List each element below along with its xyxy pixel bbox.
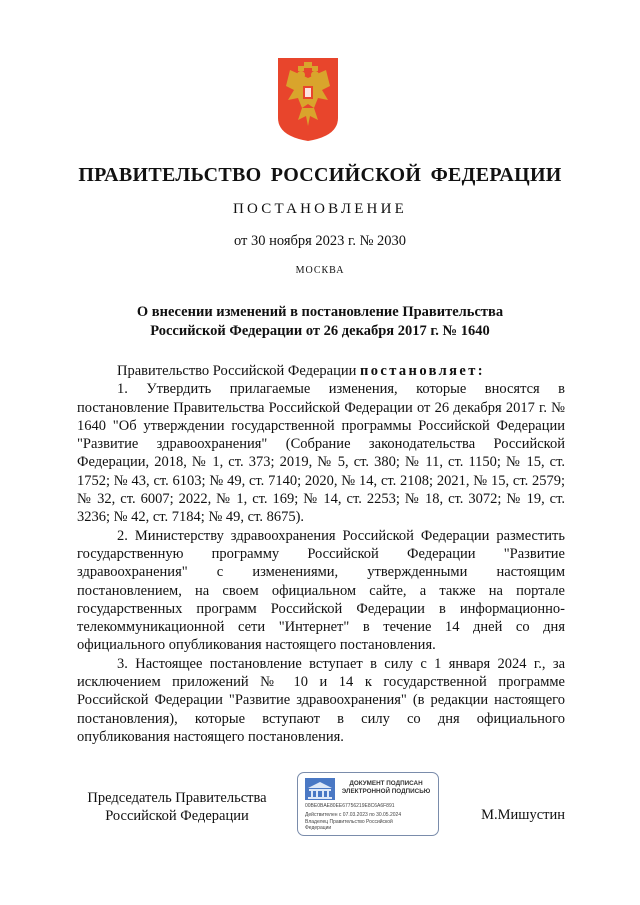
subject-line-1: О внесении изменений в постановление Правительства — [136, 304, 504, 320]
signatory-title-line-2: Российской Федерации — [105, 808, 249, 825]
intro-paragraph — [77, 362, 565, 380]
document-body — [77, 362, 565, 746]
signatory-title — [77, 789, 277, 826]
stamp-owner-2: Федерации — [305, 825, 332, 831]
stamp-validity: Действителен с 07.03.2023 по 30.05.2024 — [305, 812, 402, 818]
document-date-number: от 30 ноября 2023 г. № 2030 — [233, 233, 407, 249]
document-type: ПОСТАНОВЛЕНИЕ — [233, 201, 407, 217]
government-building-icon — [305, 778, 335, 800]
electronic-signature-stamp — [297, 772, 439, 836]
subject-line-2: Российской Федерации от 26 декабря 2017 г. № 1640 — [150, 323, 490, 339]
organization-title: ПРАВИТЕЛЬСТВО РОССИЙСКОЙ ФЕДЕРАЦИИ — [78, 164, 562, 186]
item-1: 1. Утвердить прилагаемые изменения, которые вносятся в постановление Правительства Российской Федерации от 26 декабря 2017 г. № 1640 "Об утверждении государственной программы Российской Федерации "Развитие здравоохранения" (Собрание законодательства Российской Федерации, 2018, № 1, ст. 373; 2019, № 5, ст. 380; № 11, ст. 1150; № 15, ст. 1752; № 43, ст. 6103; № 49, ст. 7140; 2020, № 14, ст. 2108; 2021, № 15, ст. 2579; № 32, ст. 6007; 2022, № 1, ст. 169; № 14, ст. 2253; № 18, ст. 3072; № 19, ст. 3236; № 42, ст. 7184; № 49, ст. 8675). — [77, 381, 565, 526]
stamp-owner: Владелец Правительство Российской — [305, 819, 393, 825]
stamp-heading-line-2: ЭЛЕКТРОННОЙ ПОДПИСЬЮ — [341, 788, 431, 795]
intro-text: Правительство Российской Федерации — [117, 363, 357, 379]
intro-verb: постановляет: — [359, 363, 486, 379]
document-subject — [60, 303, 580, 341]
document-city: МОСКВА — [295, 265, 345, 276]
coat-of-arms-emblem — [276, 56, 340, 142]
signatory-name: М.Мишустин — [481, 807, 565, 823]
stamp-heading-line-1: ДОКУМЕНТ ПОДПИСАН — [349, 780, 423, 787]
stamp-heading — [338, 780, 434, 796]
item-2: 2. Министерству здравоохранения Российской Федерации разместить государственную программу Российской Федерации "Развитие здравоохранения" с изменениями, утвержденными настоящим постановлением, на своем официальном сайте, а также на портале государственных программ Российской Федерации в информационно-телекоммуникационной сети "Интернет" в течение 14 дней со дня официального опубликования настоящего постановления. — [77, 527, 565, 654]
stamp-certificate: 00BE0BAE80EE67756219E8C6A6F891 — [305, 803, 395, 809]
item-3: 3. Настоящее постановление вступает в силу с 1 января 2024 г., за исключением приложений № 10 и 14 к государственной программе Российской Федерации "Развитие здравоохранения" (в редакции настоящего постановления), которые вступают в силу со дня официального опубликования настоящего постановления. — [77, 655, 565, 745]
signatory-title-line-1: Председатель Правительства — [87, 790, 267, 806]
